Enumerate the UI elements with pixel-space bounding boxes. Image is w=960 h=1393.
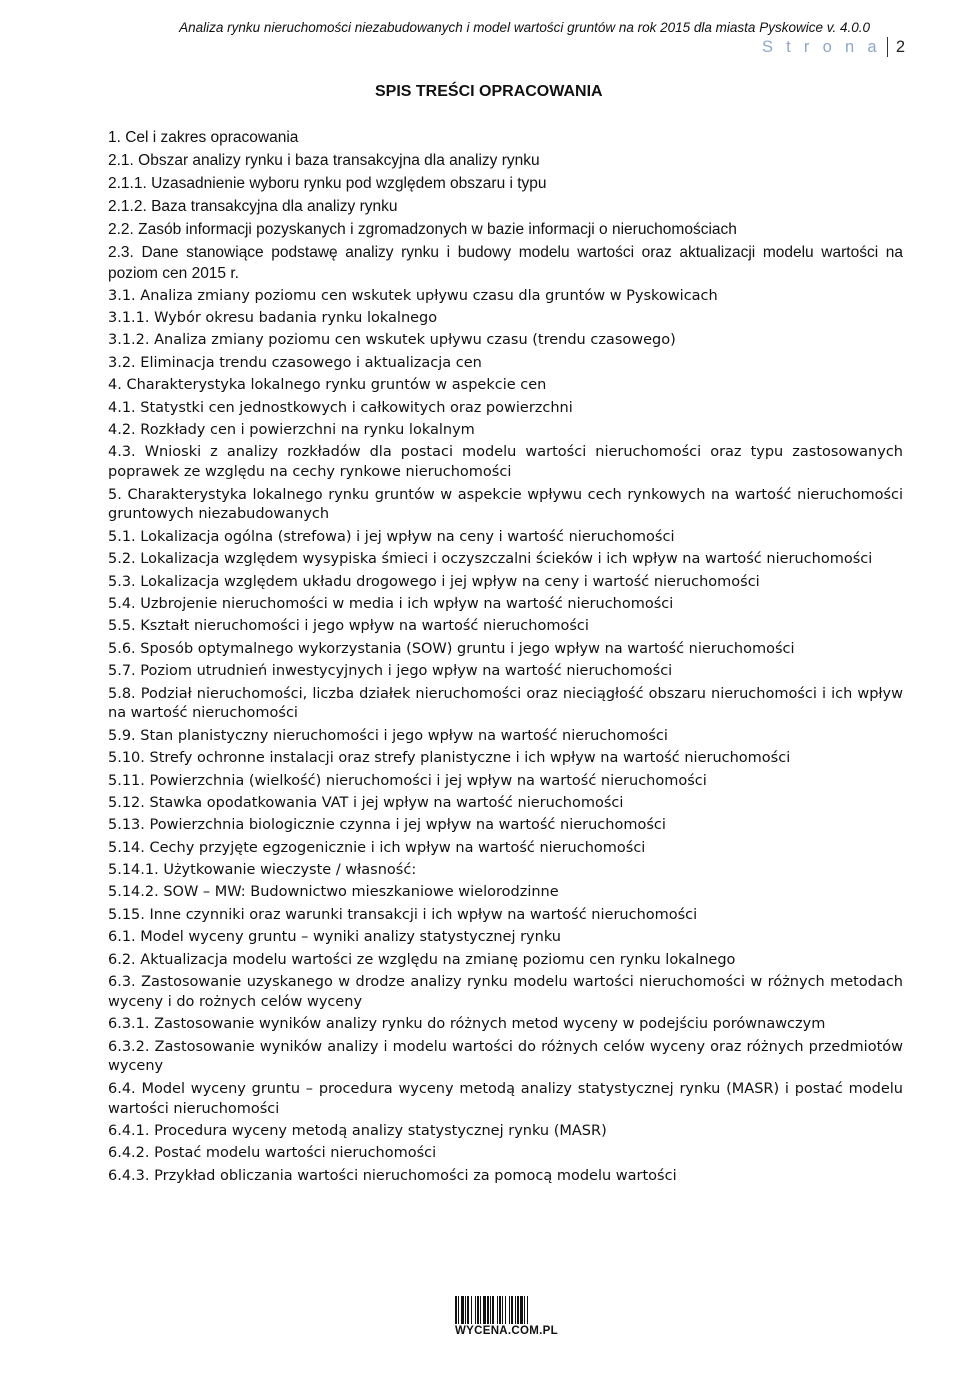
toc-entry: 5.5. Kształt nieruchomości i jego wpływ na wartość nieruchomości: [108, 618, 589, 635]
toc-entry: 6.4. Model wyceny gruntu – procedura wyceny metodą analizy statystycznej rynku (MASR) i postać modelu wartości nieruchomości: [108, 1080, 903, 1117]
toc-entry: 5.12. Stawka opodatkowania VAT i jej wpływ na wartość nieruchomości: [108, 794, 624, 811]
toc-entry: 3.1.2. Analiza zmiany poziomu cen wskutek upływu czasu (trendu czasowego): [108, 332, 676, 349]
toc-entry: 3.1.1. Wybór okresu badania rynku lokalnego: [108, 310, 438, 327]
toc-entry: 5.15. Inne czynniki oraz warunki transakcji i ich wpływ na wartość nieruchomości: [108, 906, 698, 923]
toc-entry: 6.1. Model wyceny gruntu – wyniki analizy statystycznej rynku: [108, 929, 561, 946]
toc-entry: 5.1. Lokalizacja ogólna (strefowa) i jej wpływ na ceny i wartość nieruchomości: [108, 528, 675, 545]
toc-entry: 5.7. Poziom utrudnień inwestycyjnych i jego wpływ na wartość nieruchomości: [108, 663, 673, 680]
toc-entry: 5.13. Powierzchnia biologicznie czynna i jej wpływ na wartość nieruchomości: [108, 817, 666, 834]
toc-entry: 5.10. Strefy ochronne instalacji oraz strefy planistyczne i ich wpływ na wartość nieruchomości: [108, 750, 791, 767]
toc-entry: 2.1.1. Uzasadnienie wyboru rynku pod względem obszaru i typu: [108, 174, 547, 192]
table-of-contents: [108, 128, 903, 1189]
toc-entry: 5.11. Powierzchnia (wielkość) nieruchomości i jej wpływ na wartość nieruchomości: [108, 772, 707, 789]
toc-entry: 2.2. Zasób informacji pozyskanych i zgromadzonych w bazie informacji o nieruchomościach: [108, 220, 737, 238]
page-number-block: [762, 37, 905, 57]
toc-entry: 5. Charakterystyka lokalnego rynku gruntów w aspekcie wpływu cech rynkowych na wartość nieruchomości gruntowych niezabudowanych: [108, 486, 903, 523]
toc-entry: 6.2. Aktualizacja modelu wartości ze względu na zmianę poziomu cen rynku lokalnego: [108, 951, 736, 968]
page-number: 2: [895, 37, 905, 56]
toc-entry: 3.1. Analiza zmiany poziomu cen wskutek upływu czasu dla gruntów w Pyskowicach: [108, 287, 718, 304]
toc-entry: 5.2. Lokalizacja względem wysypiska śmieci i oczyszczalni ścieków i ich wpływ na wartość nieruchomości: [108, 551, 873, 568]
toc-entry: 6.4.3. Przykład obliczania wartości nieruchomości za pomocą modelu wartości: [108, 1167, 677, 1184]
toc-entry: 6.3.2. Zastosowanie wyników analizy i modelu wartości do różnych celów wyceny oraz różnych przedmiotów wyceny: [108, 1038, 903, 1075]
toc-entry: 4.3. Wnioski z analizy rozkładów dla postaci modelu wartości nieruchomości oraz typu zastosowanych poprawek ze względu na cechy rynkowe nieruchomości: [108, 444, 903, 481]
toc-entry: 5.6. Sposób optymalnego wykorzystania (SOW) gruntu i jego wpływ na wartość nieruchomości: [108, 640, 795, 657]
toc-entry: 4. Charakterystyka lokalnego rynku gruntów w aspekcie cen: [108, 377, 547, 394]
toc-entry: 6.3. Zastosowanie uzyskanego w drodze analizy rynku modelu wartości nieruchomości w różnych metodach wyceny i do rożnych celów wyceny: [108, 974, 903, 1010]
toc-entry: 5.8. Podział nieruchomości, liczba działek nieruchomości oraz nieciągłość obszaru nieruchomości i ich wpływ na wartość nieruchomości: [108, 685, 903, 722]
toc-entry: 2.1. Obszar analizy rynku i baza transakcyjna dla analizy rynku: [108, 151, 540, 169]
barcode-icon: [455, 1296, 552, 1324]
toc-entry: 2.3. Dane stanowiące podstawę analizy rynku i budowy modelu wartości oraz aktualizacji modelu wartości na poziom cen 2015 r.: [108, 243, 903, 282]
running-header-title: Analiza rynku nieruchomości niezabudowanych i model wartości gruntów na rok 2015 dla miasta Pyskowice v. 4.0.0: [179, 20, 870, 35]
toc-entry: 4.2. Rozkłady cen i powierzchni na rynku lokalnym: [108, 422, 475, 439]
toc-entry: 2.1.2. Baza transakcyjna dla analizy rynku: [108, 197, 398, 215]
toc-entry: 5.14. Cechy przyjęte egzogenicznie i ich wpływ na wartość nieruchomości: [108, 839, 646, 856]
footer-logo-text: WYCENA.COM.PL: [455, 1325, 558, 1337]
toc-entry: 5.4. Uzbrojenie nieruchomości w media i ich wpływ na wartość nieruchomości: [108, 595, 674, 612]
toc-entry: 4.1. Statystki cen jednostkowych i całkowitych oraz powierzchni: [108, 399, 573, 416]
toc-entry: 6.3.1. Zastosowanie wyników analizy rynku do różnych metod wyceny w podejściu porównawczym: [108, 1016, 826, 1033]
toc-entry: 5.3. Lokalizacja względem układu drogowego i jej wpływ na ceny i wartość nieruchomości: [108, 573, 760, 590]
toc-entry: 1. Cel i zakres opracowania: [108, 129, 299, 146]
toc-entry: 5.14.1. Użytkowanie wieczyste / własność:: [108, 862, 417, 879]
toc-entry: 5.14.2. SOW – MW: Budownictwo mieszkaniowe wielorodzinne: [108, 884, 559, 901]
toc-entry: 5.9. Stan planistyczny nieruchomości i jego wpływ na wartość nieruchomości: [108, 727, 668, 744]
toc-heading: SPIS TREŚCI OPRACOWANIA: [375, 83, 603, 100]
toc-entry: 6.4.1. Procedura wyceny metodą analizy statystycznej rynku (MASR): [108, 1122, 607, 1139]
page-label: S t r o n a: [761, 37, 881, 56]
toc-entry: 6.4.2. Postać modelu wartości nieruchomości: [108, 1145, 437, 1162]
footer-logo: [455, 1296, 558, 1337]
toc-entry: 3.2. Eliminacja trendu czasowego i aktualizacja cen: [108, 354, 482, 371]
page-number-divider: [887, 37, 888, 57]
